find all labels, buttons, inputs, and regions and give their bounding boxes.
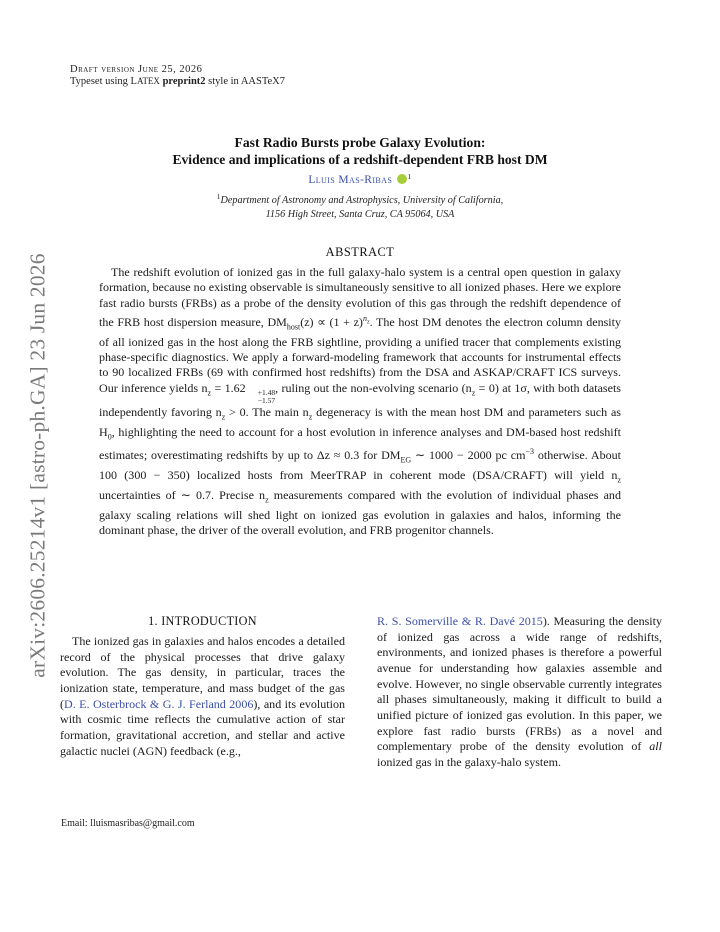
paper-title-line2: Evidence and implications of a redshift-dependent FRB host DM (172, 152, 548, 167)
abstract-text: > 0. The main n (225, 404, 309, 419)
author[interactable] (70, 172, 650, 186)
sub-host: host (286, 322, 301, 332)
nz-sub: z (221, 412, 226, 422)
citation-link-somerville[interactable]: R. S. Somerville & R. Davé 2015 (377, 614, 543, 628)
typeset-suffix: style in AASTeX7 (208, 76, 286, 87)
nz-sub: z (308, 412, 313, 422)
affiliation-line2: 1156 High Street, Santa Cruz, CA 95064, USA (265, 209, 455, 220)
sup-n-sub: z (366, 319, 370, 326)
intro-paragraph-cont (377, 614, 662, 771)
nz-sub: z (471, 388, 476, 398)
eg-sub: EG (400, 455, 412, 465)
h0-sub: 0 (107, 431, 112, 441)
section-heading-introduction: 1. INTRODUCTION (148, 614, 257, 628)
nz-sub: z (265, 495, 269, 505)
paper-title-line1: Fast Radio Bursts probe Galaxy Evolution: (234, 135, 486, 150)
affil-mark: 1 (216, 192, 221, 201)
abstract-text: = 0) at 1σ, with both datasets independently favoring n (99, 380, 621, 419)
abstract-text: degeneracy is with the mean host DM and parameters such as H (99, 404, 621, 439)
abstract-body (99, 265, 621, 538)
intro-text: ). Measuring the density of ionized gas across a wide range of redshifts, environments, and ionized phases is therefore a powerful avenue for understanding how galaxies assemble and evolve. However, no single observable currently integrates all phases simultaneously, making it difficult to build a unified picture of ionized gas evolution. In this paper, we explore fast radio bursts (FRBs) as a novel and complementary probe of the density evolution of (377, 614, 662, 754)
intro-text: The ionized gas in galaxies and halos encodes a detailed record of the physical processes that drive galaxy evolution. The gas density, in particular, traces the ionization state, temperature, and mass budget of the gas ( (60, 634, 345, 711)
nz-sub: z (207, 388, 212, 398)
abstract-text: uncertainties of ∼ 0.7. Precise n (99, 487, 266, 502)
preprint-style: preprint2 (162, 76, 206, 87)
intro-right-column (377, 614, 662, 771)
abstract-text: (z) ∝ (1 + z) (300, 315, 363, 330)
error-bars (246, 389, 275, 405)
abstract-text: measurements compared with the evolution of individual phases and galaxy scaling relations will shed light on ionized gas evolution in galaxies and halos, informing the dominant phase, the driver of the overall evolution, and FRB progenitor channels. (99, 487, 621, 537)
footnote-email: Email: lluismasribas@gmail.com (61, 818, 195, 829)
abstract-text: . The host DM denotes the electron column density of all ionized gas in the host along the FRB sightline, providing a unified tracer that complements existing phase-specific diagnostics. We apply a forward-modeling framework that accounts for instrumental effects to 90 localized FRBs (69 with confirmed host redshifts) from the DSA and ASKAP/CRAFT ICS surveys. Our inference yields n (99, 315, 621, 395)
abstract-text: The redshift evolution of ionized gas in the full galaxy-halo system is a central open question in galaxy formation, because no existing observable is simultaneously sensitive to all ionized phases. Here we explore fast radio bursts (FRBs) as a probe of the density evolution of this gas through the redshift dependence of the FRB host dispersion measure, DM (99, 265, 621, 330)
abstract-paragraph (99, 265, 621, 538)
author-name[interactable]: Lluis Mas-Ribas (308, 174, 393, 186)
abstract-heading: ABSTRACT (325, 245, 395, 259)
citation-link-osterbrock[interactable]: D. E. Osterbrock & G. J. Ferland 2006 (64, 696, 254, 711)
err-down: −1.57 (257, 395, 276, 405)
draft-version: Draft version June 25, 2026 (70, 64, 203, 75)
abstract-text: ∼ 1000 − 2000 pc cm (411, 448, 526, 463)
intro-text: ), and its evolution with cosmic time reflects the cumulative action of star formation, gravitational accretion, and stellar and active galactic nuclei (AGN) feedback (e.g., (60, 696, 345, 758)
latex-logo: ATEX (136, 76, 160, 86)
abstract-text: = 1.62 (211, 380, 246, 395)
typeset-prefix: Typeset using L (70, 76, 137, 87)
cm-sup: −3 (525, 447, 534, 457)
intro-left-column (60, 634, 345, 759)
sup-n: n (362, 314, 367, 324)
affiliation (70, 190, 650, 222)
arxiv-identifier: arXiv:2606.25214v1 [astro-ph.GA] 23 Jun 2026 (25, 252, 50, 678)
nz-sub: z (617, 475, 621, 485)
title-block (70, 134, 650, 222)
orcid-icon[interactable] (397, 174, 407, 184)
typeset-note (70, 76, 285, 87)
intro-text: ionized gas in the galaxy-halo system. (377, 754, 562, 769)
paper-header (70, 64, 285, 87)
arxiv-stamp (18, 230, 58, 700)
affil-text1: Department of Astronomy and Astrophysics, University of California, (220, 195, 504, 206)
affiliation-line1 (70, 190, 650, 208)
emphasis-all: all (649, 739, 662, 754)
author-affil-mark: 1 (407, 172, 412, 181)
abstract-text: , highlighting the need to account for a host evolution in inference analyses and DM-based host redshift estimates; overestimating redshifts by up to Δz ≈ 0.3 for DM (99, 424, 621, 463)
abstract-text: , ruling out the non-evolving scenario (n (275, 380, 472, 395)
intro-paragraph (60, 634, 345, 759)
abstract-text: otherwise. About 100 (300 − 350) localized hosts from MeerTRAP in coherent mode (DSA/CRAFT) will yield n (99, 448, 621, 483)
err-up: +1.48 (257, 387, 276, 397)
